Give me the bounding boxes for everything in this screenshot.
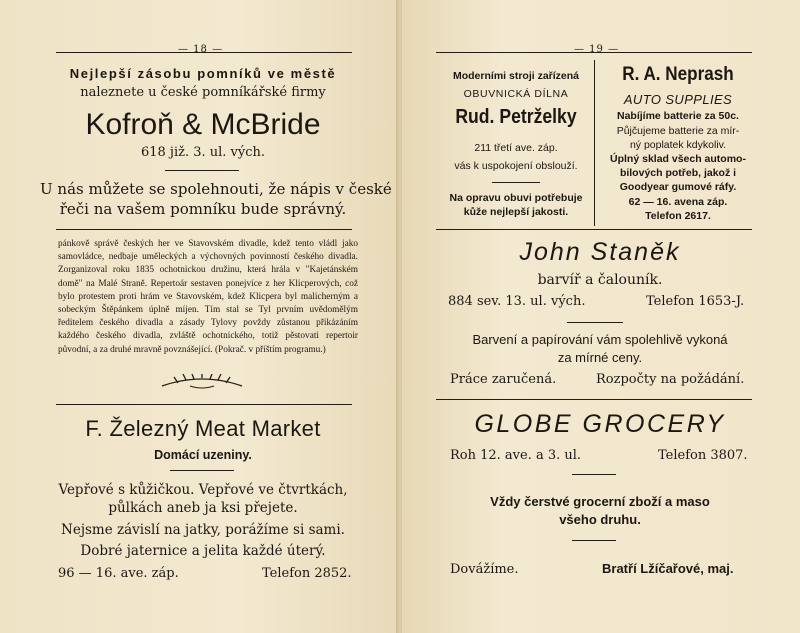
petrzelka-name: Rud. Petrželky bbox=[455, 106, 577, 128]
neprash-line7: 62 — 16. avena záp. bbox=[628, 196, 728, 208]
kofron-address: 618 již. 3. ul. vých. bbox=[140, 145, 266, 160]
ornament-icon bbox=[160, 374, 244, 390]
globe-name: GLOBE GROCERY bbox=[474, 410, 726, 438]
left-page bbox=[0, 0, 398, 633]
article-text: pánkově správě českých her ve Stavovském divadle, kdež tento vládl jako samovládce, nedbaje uměleckých a výchovných povinností českého divadla. Zorganizoval roku 1835 ochotnickou družinu, která hrála v "Kajetánském domě" na Malé Straně. Repertoár sestaven ponejvíce z her Klicperových, což bylo protestem proti hrám ve Stavovském, kdež Klicpera byl malicherným a sobeckým Štěpánkem úplně míjen. Tím stal se Tyl prvním uvědomělým ředitelem českého divadla a zásady Tylovy povždy zůstanou přikázáním každého českého divadla, zvláště ochotnického, totiž pěstovati repertoir původní, a za druhé mravně povznášející. (Pokrač. v příštím programu.) bbox=[58, 239, 358, 355]
neprash-subtitle: AUTO SUPPLIES bbox=[623, 92, 733, 107]
divider bbox=[436, 52, 752, 53]
globe-line2: všeho druhu. bbox=[559, 512, 641, 527]
neprash-line2: Půjčujeme batterie za mír- bbox=[616, 125, 740, 137]
petrzelka-line5: kůže nejlepší jakosti. bbox=[463, 206, 569, 218]
kofron-intro-line1: Nejlepší zásobu pomníků ve městě bbox=[69, 66, 337, 81]
zelezny-line4: Dobré jaternice a jelita každé úterý. bbox=[80, 543, 326, 559]
kofron-promise-line1: U nás můžete se spolehnouti, že nápis v české bbox=[40, 180, 392, 198]
zelezny-line3: Nejsme závislí na jatky, porážíme si sami. bbox=[61, 522, 345, 538]
petrzelka-line2: OBUVNICKÁ DÍLNA bbox=[463, 88, 569, 100]
petrzelka-line3: vás k uspokojení obslouží. bbox=[454, 160, 578, 172]
stanek-phone: Telefon 1653-J. bbox=[646, 294, 745, 309]
globe-owner: Bratří Lžíčařové, maj. bbox=[602, 561, 734, 576]
neprash-line6: Goodyear gumové ráfy. bbox=[619, 181, 737, 193]
neprash-line3: ný poplatek kdykoliv. bbox=[629, 139, 727, 151]
divider bbox=[436, 399, 752, 400]
globe-delivery: Dovážíme. bbox=[450, 562, 519, 577]
kofron-intro-line2: naleznete u české pomníkářské firmy bbox=[80, 85, 326, 100]
divider bbox=[56, 404, 352, 405]
short-rule bbox=[165, 170, 239, 171]
short-rule bbox=[492, 182, 540, 183]
neprash-line5: bilových potřeb, jakož i bbox=[619, 167, 737, 179]
neprash-line8: Telefon 2617. bbox=[645, 210, 711, 222]
globe-line1: Vždy čerstvé grocerní zboží a maso bbox=[490, 494, 710, 509]
petrzelka-line1: Moderními stroji zařízená bbox=[452, 70, 580, 82]
zelezny-line2: půlkách aneb ja ksi přejete. bbox=[108, 500, 298, 516]
stanek-name: John Staněk bbox=[519, 238, 681, 266]
stanek-address: 884 sev. 13. ul. vých. bbox=[448, 294, 586, 309]
page-number: — 18 — bbox=[178, 44, 224, 55]
right-page bbox=[402, 0, 800, 633]
neprash-name: R. A. Neprash bbox=[622, 64, 734, 85]
stanek-line2: za mírné ceny. bbox=[557, 350, 643, 365]
stanek-line1: Barvení a papírování vám spolehlivě vykoná bbox=[472, 332, 728, 347]
short-rule bbox=[567, 322, 623, 323]
globe-phone: Telefon 3807. bbox=[658, 448, 748, 463]
page-number: — 19 — bbox=[574, 44, 620, 55]
zelezny-subtitle: Domácí uzeniny. bbox=[154, 448, 252, 462]
zelezny-phone: Telefon 2852. bbox=[262, 566, 352, 581]
short-rule bbox=[170, 470, 234, 471]
zelezny-address: 96 — 16. ave. záp. bbox=[58, 566, 179, 581]
divider bbox=[56, 52, 352, 53]
petrzelka-address: 211 třetí ave. záp. bbox=[474, 142, 558, 154]
stanek-trade: barvíř a čalouník. bbox=[537, 272, 663, 288]
petrzelka-line4: Na opravu obuvi potřebuje bbox=[449, 192, 583, 204]
column-divider bbox=[594, 60, 595, 226]
neprash-line4: Úplný sklad všech automo- bbox=[610, 153, 746, 165]
short-rule bbox=[572, 474, 616, 475]
stanek-budgets: Rozpočty na požádání. bbox=[596, 372, 745, 387]
neprash-line1: Nabíjíme batterie za 50c. bbox=[617, 110, 739, 122]
kofron-firm-name: Kofroň & McBride bbox=[85, 108, 321, 141]
globe-address: Roh 12. ave. a 3. ul. bbox=[450, 448, 582, 463]
kofron-promise-line2: řeči na vašem pomníku bude správný. bbox=[59, 200, 347, 218]
divider bbox=[56, 229, 352, 230]
zelezny-line1: Vepřové s kůžičkou. Vepřové ve čtvrtkách, bbox=[58, 482, 348, 498]
divider bbox=[436, 229, 752, 230]
stanek-guarantee: Práce zaručená. bbox=[450, 372, 557, 387]
short-rule bbox=[572, 540, 616, 541]
zelezny-title: F. Železný Meat Market bbox=[85, 416, 321, 441]
